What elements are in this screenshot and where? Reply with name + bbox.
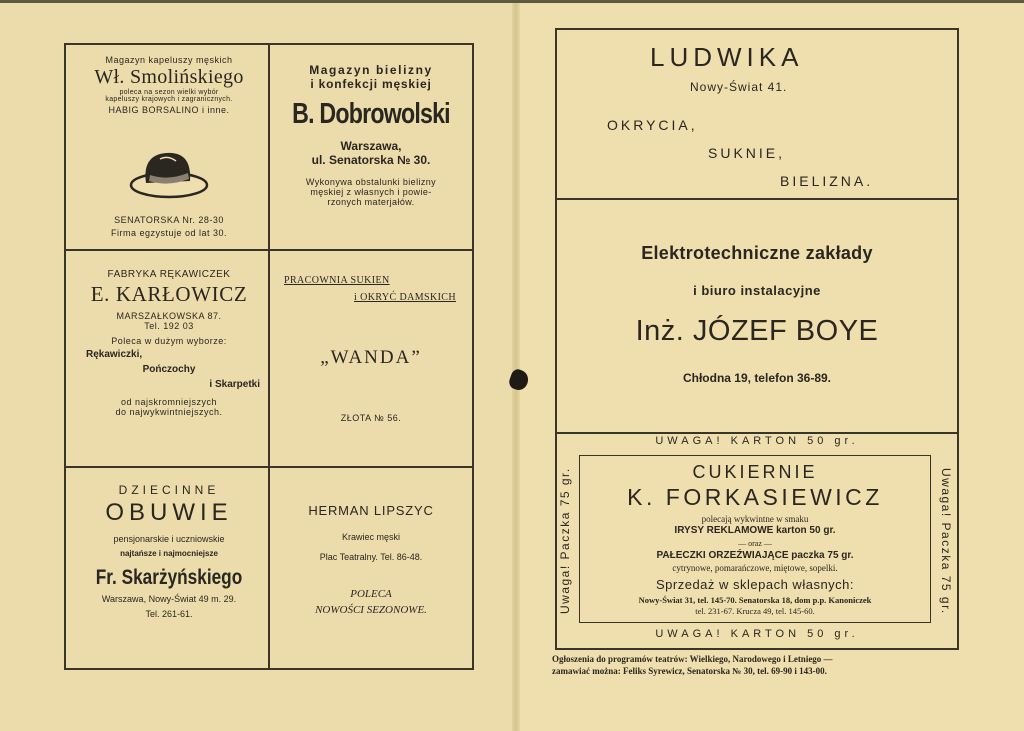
ad-skarzynski-owner: Fr. Skarżyńskiego	[95, 566, 243, 589]
ad-wanda-name: „WANDA”	[320, 347, 422, 368]
ad-lipszyc-promo1: POLECA	[350, 588, 392, 600]
ad-boye-line2: i biuro instalacyjne	[693, 283, 821, 298]
ad-ludwika-name: LUDWIKA	[650, 42, 804, 72]
ad-forkasiewicz-sales: Sprzedaż w sklepach własnych:	[655, 577, 855, 592]
ad-forkasiewicz-product1: IRYSY REKLAMOWE karton 50 gr.	[674, 525, 836, 536]
ad-karlowicz-range2: do najwykwintniejszych.	[115, 407, 223, 417]
gutter	[512, 0, 520, 731]
ad-ludwika-item3: BIELIZNA.	[780, 173, 874, 189]
ad-dobrowolski-desc3: rzonych materjałów.	[327, 197, 415, 207]
ad-skarzynski-line2: pensjonarskie i uczniowskie	[113, 534, 225, 544]
ad-boye-name: Inż. JÓZEF BOYE	[635, 315, 879, 347]
ad-karlowicz-name: E. KARŁOWICZ	[90, 282, 248, 306]
ad-wanda	[272, 255, 470, 465]
ad-wanda-address: ZŁOTA № 56.	[340, 413, 402, 423]
ad-lipszyc-promo2: NOWOŚCI SEZONOWE.	[315, 604, 427, 616]
ad-lipszyc	[272, 473, 470, 663]
ad-smolinski-name: Wł. Smolińskiego	[94, 66, 244, 88]
ad-dobrowolski-name: B. Dobrowolski	[292, 98, 450, 130]
ad-dobrowolski-desc1: Wykonywa obstalunki bielizny	[305, 177, 437, 187]
ad-wanda-line2: i OKRYĆ DAMSKICH	[354, 292, 456, 303]
ad-forkasiewicz-bottom-band: UWAGA! KARTON 50 gr.	[655, 628, 859, 640]
ad-karlowicz-recommend: Poleca w dużym wyborze:	[111, 336, 227, 346]
ad-forkasiewicz-top-band: UWAGA! KARTON 50 gr.	[655, 435, 859, 447]
grid-rule-2	[66, 466, 472, 468]
ad-smolinski-since: Firma egzystuje od lat 30.	[110, 228, 228, 238]
ad-forkasiewicz-shops1: Nowy-Świat 31, tel. 145-70. Senatorska 18, dom p.p. Kanoniczek	[638, 595, 872, 605]
ad-forkasiewicz-side-left: Uwaga! Paczka 75 gr.	[558, 467, 572, 615]
ad-smolinski	[72, 51, 266, 247]
right-rule-1	[557, 198, 957, 200]
ad-dobrowolski-city: Warszawa,	[340, 139, 402, 153]
ad-dobrowolski-desc2: męskiej z własnych i powie-	[310, 187, 432, 197]
ad-forkasiewicz-flavors: cytrynowe, pomarańczowe, miętowe, sopelki.	[672, 563, 838, 573]
ad-forkasiewicz-recommend: polecają wykwintne w smaku	[701, 514, 809, 524]
ad-smolinski-line3: kapeluszy krajowych i zagranicznych.	[105, 96, 233, 103]
ad-lipszyc-name: HERMAN LIPSZYC	[308, 503, 434, 518]
ad-karlowicz-range1: od najskromniejszych	[120, 397, 218, 407]
ad-smolinski-address: SENATORSKA Nr. 28-30	[114, 215, 224, 225]
ad-lipszyc-trade: Krawiec męski	[341, 532, 400, 542]
ad-ludwika-item1: OKRYCIA,	[607, 117, 698, 133]
ad-dobrowolski	[272, 51, 470, 247]
ad-skarzynski-line1: DZIECINNE	[118, 483, 220, 497]
ad-wanda-line1: PRACOWNIA SUKIEN	[284, 275, 390, 286]
ad-forkasiewicz-shops2: tel. 231-67. Krucza 49, tel. 145-60.	[695, 606, 815, 616]
ad-karlowicz	[72, 255, 266, 465]
footer-line2: zamawiać można: Feliks Syrewicz, Senatorska № 30, tel. 69-90 i 143-00.	[552, 666, 827, 676]
ad-skarzynski-line3: najtańsze i najmocniejsze	[120, 549, 218, 558]
footer-line1: Ogłoszenia do programów teatrów: Wielkiego, Narodowego i Letniego —	[552, 654, 833, 664]
top-edge	[0, 0, 1024, 3]
ad-karlowicz-item3: i Skarpetki	[209, 379, 260, 390]
ad-skarzynski-tel: Tel. 261-61.	[145, 609, 193, 619]
ad-boye-address: Chłodna 19, telefon 36-89.	[682, 371, 832, 385]
ad-forkasiewicz-name: K. FORKASIEWICZ	[627, 484, 883, 510]
ad-skarzynski-address: Warszawa, Nowy-Świat 49 m. 29.	[101, 594, 237, 604]
ad-lipszyc-address: Plac Teatralny. Tel. 86-48.	[319, 552, 423, 562]
ad-dobrowolski-line1: Magazyn bielizny	[309, 63, 433, 77]
right-rule-2	[557, 432, 957, 434]
ad-skarzynski	[72, 473, 266, 663]
ad-smolinski-line1: Magazyn kapeluszy męskich	[105, 55, 233, 65]
ad-forkasiewicz-side-right: Uwaga! Paczka 75 gr.	[939, 467, 953, 615]
grid-vertical-rule	[268, 45, 270, 668]
ad-smolinski-line4: HABIG BORSALINO i inne.	[108, 105, 230, 115]
ad-smolinski-line2: poleca na sezon wielki wybór	[119, 89, 219, 96]
ad-boye-line1: Elektrotechniczne zakłady	[641, 243, 873, 263]
hat-icon	[128, 145, 210, 201]
ad-karlowicz-item2: Pończochy	[142, 364, 196, 375]
grid-rule-1	[66, 249, 472, 251]
ad-karlowicz-address: MARSZAŁKOWSKA 87.	[116, 311, 222, 321]
ad-forkasiewicz-line1: CUKIERNIE	[692, 462, 818, 482]
ad-karlowicz-line1: FABRYKA RĘKAWICZEK	[107, 269, 231, 280]
ad-forkasiewicz-oraz: — oraz —	[738, 539, 772, 548]
ad-forkasiewicz-product2: PAŁECZKI ORZEŹWIAJĄCE paczka 75 gr.	[656, 550, 854, 561]
ad-karlowicz-item1: Rękawiczki,	[86, 349, 143, 360]
ad-dobrowolski-address: ul. Senatorska № 30.	[311, 153, 431, 167]
ad-ludwika-item2: SUKNIE,	[708, 145, 786, 161]
ad-ludwika-address: Nowy-Świat 41.	[690, 80, 788, 94]
ad-karlowicz-tel: Tel. 192 03	[144, 321, 194, 331]
ad-dobrowolski-line2: i konfekcji męskiej	[310, 77, 432, 91]
left-ad-grid	[64, 43, 474, 670]
ad-skarzynski-name: OBUWIE	[105, 499, 233, 526]
